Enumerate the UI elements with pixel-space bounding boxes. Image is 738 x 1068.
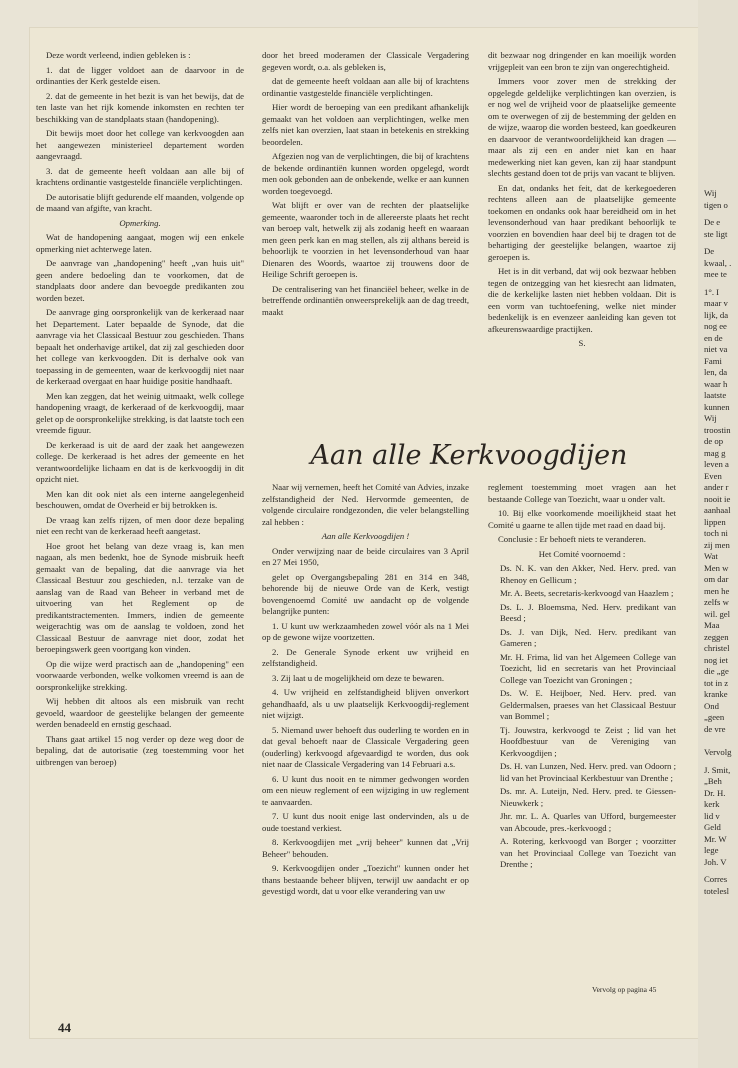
edge-line: Fami [704,355,722,366]
paragraph: 3. Zij laat u de mogelijkheid om deze te bewaren. [272,672,444,683]
edge-line: De e [704,217,721,227]
edge-line: Joh. V [704,856,727,867]
column-4 [262,482,469,987]
edge-line: nooit ie [704,493,731,504]
paragraph: Hier wordt de beroeping van een predikant afhankelijk gemaakt van het voldoen aan verplichtingen, welke men zelfs niet kan overzien, laat staan in betekenis en strekking beoordelen. [262,102,469,147]
edge-line: de vre [704,723,726,734]
edge-line: tigen o [704,199,728,210]
paragraph: dit bezwaar nog dringender en kan moeilijk worden vrijgepleit van een bron te zijn van ongerechtigheid. [488,50,676,72]
edge-line: „geen [704,712,725,722]
edge-line: nog ee [704,321,727,331]
committee-member: Mr. H. Frima, lid van het Algemeen College van Toezicht, lid en secretaris van het Provinciaal College van Toezicht van Groningen ; [500,651,676,685]
paragraph: 2. De Generale Synode erkent uw vrijheid en zelfstandigheid. [262,646,469,668]
paragraph: 4. Uw vrijheid en zelfstandigheid blijven onverkort gehandhaafd, als u uw plaatselijk Kerkvoogdij-reglement niet wijzigt. [262,687,469,720]
edge-line: kerk [704,799,720,809]
edge-line: Mr. W [704,833,727,844]
edge-line: mee te [704,269,727,279]
adjacent-page-text [704,188,738,1018]
paragraph: Onder verwijzing naar de beide circulaires van 3 April en 27 Mei 1950, [262,545,469,567]
paragraph: 2. dat de gemeente in het bezit is van het bewijs, dat de ten laste van het rijk komende inkomsten en rechten ter beschikking van de standplaats staan (handopening). [36,90,244,124]
paragraph: 1. dat de ligger voldoet aan de daarvoor in de ordinanties der Kerk gestelde eisen. [36,64,244,86]
column-1 [36,50,244,990]
edge-line: totelesl [704,885,730,896]
edge-line: lijk, da [704,309,729,320]
paragraph: dat de gemeente heeft voldaan aan alle bij of krachtens ordinantie vastgestelde financiële verplichtingen. [262,76,469,98]
edge-line: troostin [704,424,731,435]
edge-line: Ond [704,700,719,711]
edge-line: aanhaal [704,505,731,515]
paragraph: Het Comité voornoemd : [538,548,626,559]
paragraph: De centralisering van het financiëel beheer, welke in de betreffende ordinantiën onweersprekelijk aan de dag treedt, maakt [262,283,469,317]
edge-line: kwaal, . [704,257,732,268]
page-number: 44 [58,1020,71,1035]
edge-line: Maa [704,620,720,630]
paragraph: 10. Bij elke voorkomende moeilijkheid staat het Comité u gaarne te allen tijde met raad en daad bij. [488,508,676,530]
paragraph: Thans gaat artikel 15 nog verder op deze weg door de bepaling, dat de autorisatie (zeg toestemming voor het uitbrengen van beroep) [36,733,244,767]
paragraph: Afgezien nog van de verplichtingen, die bij of krachtens de bekende ordinantiën kunnen worden opgelegd, wordt men ook gebonden aan de onbekende, welke er aan kunnen worden toegevoegd. [262,151,469,196]
edge-line: nog iet [704,654,728,665]
edge-line: kunnen [704,401,730,412]
edge-line: lippen [704,516,726,527]
paragraph: Aan alle Kerkvoogdijen ! [321,531,410,541]
paragraph: De vraag kan zelfs rijzen, of men door deze bepaling niet een recht van de kerkeraad heeft aangetast. [36,514,244,536]
paragraph: Hoe groot het belang van deze vraag is, kan men nagaan, als men bedenkt, hoe de Synode misbruik heeft gemaakt van de bepaling, dat die aanvrage via het Classicaal Bestuur zou geschieden, n.l. terzake van de aanslag van de Raad van Beheer in verband met de uitvoering van het Reglement op de predikantstractementen. Immers, indien de gemeente weigerachtig was om de aanslag te voldoen, zond het Classicaal Bestuur de aanvrage niet door, zodat het beroepingswerk geen voortgang kon vinden. [36,540,244,654]
edge-line: niet va [704,344,728,354]
paragraph: reglement toestemming moet vragen aan het bestaande College van Toezicht, waar u onder valt. [488,482,676,504]
edge-line: Wij [704,413,717,423]
committee-member: Mr. A. Beets, secretaris-kerkvoogd van Haazlem ; [500,588,674,598]
committee-member: Ds. L. J. Bloemsma, Ned. Herv. predikant van Beesd ; [500,601,676,623]
paragraph: Wij hebben dit altoos als een misbruik van recht gevoeld, waardoor de geestelijke belangen der gemeente werden benadeeld en ernstig geschaad. [36,696,244,729]
paragraph: Deze wordt verleend, indien gebleken is : [46,50,191,60]
edge-line: toch ni [704,528,728,538]
edge-line: Vervolg [704,747,732,757]
paragraph: Opmerking. [119,217,161,228]
edge-line: en de [704,332,723,343]
paragraph: De aanvrage ging oorspronkelijk van de kerkeraad naar het Departement. Later bepaalde de Synode, dat die aanvrage via het Classicaal Bestuur zou geschieden. Thans bepaalt het onderhavige artikel, dat zij zal geschieden door het college van kerkvoogden. Dit is derhalve ook van toepassing in de gemeenten, waar de kerkvoogdij niet naar de kerkeraad overgaat en haar huidige positie handhaaft. [36,307,244,386]
paragraph: Het is in dit verband, dat wij ook bezwaar hebben tegen de ontzegging van het kiesrecht aan lidmaten, die de kerkelijke lasten niet hebben voldaan. Dit is een vorm van tuchtoefening, welke niet minder bedenkelijk is en evenzeer aanleiding kan geven tot afkeurenswaardige practijken. [488,266,676,334]
paragraph: Conclusie : Er behoeft niets te veranderen. [498,534,646,544]
edge-line: De [704,246,715,256]
paragraph: 9. Kerkvoogdijen onder „Toezicht" kunnen onder het thans bestaande beheer blijven, terwijl uw aandacht er op gevestigd wordt, dat u voor elke verandering van uw [262,863,469,896]
paragraph: Dit bewijs moet door het college van kerkvoogden aan het aangewezen ministerieel departement worden aangevraagd. [36,128,244,161]
column-5 [488,482,676,987]
paragraph: Immers voor zover men de strekking der opgelegde geldelijke verplichtingen kan overzien, is er nog wel de vrijheid voor de plaatselijke gemeente om te overwegen of zij de bestemming der gelden en de wijze, waarop die worden besteed, kan goedkeuren en daarvoor de verantwoordelijkheid kan dragen — maar als zij een en ander niet kan en haar medewerking niet kan geven, kan zij haar standpunt slechts gestand doen tot de prijs van vacant te blijven. [488,76,676,178]
edge-line: zeggen [704,631,729,642]
edge-line: mag g [704,447,726,458]
paragraph: Wat blijft er over van de rechten der plaatselijke gemeente, waaronder toch in de allereerste plaats het recht van beroep valt, hetwelk zij als zodanig heeft en waaraan men geen perk kan en mag stellen, als zij althans bereid is behoorlijk te voorzien in het levensonderhoud van haar Dienaren des Woords, waartoe zij trouwens door de Heilige Schrift geroepen is. [262,200,469,279]
article-heading: Aan alle Kerkvoogdijen [310,440,628,471]
paragraph: Op die wijze werd practisch aan de „handopening" een voorwaarde verbonden, welke volkomen vreemd is aan de oorspronkelijke strekking. [36,658,244,692]
edge-line: Geld [704,822,721,832]
edge-line: len, da [704,367,728,377]
edge-line: tot in z [704,677,729,688]
column-2 [262,50,469,317]
edge-line: die „ge [704,666,729,676]
edge-line: kranke [704,689,728,699]
edge-line: laatste [704,390,727,400]
committee-member: A. Rotering, kerkvoogd van Borger ; voorzitter van het Provinciaal College van Toezicht van Drenthe ; [500,836,676,869]
paragraph: 5. Niemand uwer behoeft dus ouderling te worden en in dat geval behoeft naar de Classicale Vergadering geen (ouderling) kerkvoogd afgevaardigd te worden, dus ook niet naar de Classicale Vergadering van 14 Februari a.s. [262,724,469,769]
edge-line: lid v [704,810,720,821]
edge-line: Even [704,470,722,481]
committee-member: Ds. J. van Dijk, Ned. Herv. predikant van Gameren ; [500,626,676,648]
paragraph: En dat, ondanks het feit, dat de kerkegoederen rechtens alleen aan de plaatselijke gemeente toekomen en ondanks ook haar bereidheid om in het levensonderhoud van haar predikant behoorlijk te voorzien en bovendien haar deel bij te dragen tot de behartiging der geestelijke belangen, waartoe zij geroepen is. [488,182,676,262]
edge-line: J. Smit, [704,764,731,775]
edge-line: zij men [704,539,730,550]
paragraph: 8. Kerkvoogdijen met „vrij beheer" kunnen dat „Vrij Beheer" behouden. [262,837,469,859]
edge-line: Wat [704,551,718,561]
continuation-note: Vervolg op pagina 45 [592,985,657,994]
edge-line: maar v [704,298,728,308]
paragraph: Men kan zeggen, dat het weinig uitmaakt, welk college handopening vraagt, de kerkeraad of de kerkvoogdij, maar gelet op de oorspronkelijke strekking, is dat laatste toch een vreemde figuur. [36,390,244,435]
edge-line: ste ligt [704,228,728,239]
paragraph: Naar wij vernemen, heeft het Comité van Advies, inzake zelfstandigheid der Ned. Hervormde gemeenten, de volgende circulaire rondgezonden, die veler belangstelling zal hebben : [262,482,469,527]
column-3 [488,50,676,420]
edge-line: ander r [704,482,729,492]
paragraph: gelet op Overgangsbepaling 281 en 314 en 348, behorende bij de nieuwe Orde van de Kerk, vestigt bovengenoemd Comité uw aandacht op de volgende belangrijke punten: [262,571,469,616]
paragraph: 1. U kunt uw werkzaamheden zowel vóór als na 1 Mei op de gewone wijze voortzetten. [262,620,469,642]
paragraph: Men kan dit ook niet als een interne aangelegenheid beschouwen, omdat de Overheid er bij betrokken is. [36,488,244,510]
edge-line: men he [704,585,730,596]
paragraph: door het breed moderamen der Classicale Vergadering gegeven wordt, o.a. als gebleken is, [262,50,469,72]
committee-member: Ds. H. van Lunzen, Ned. Herv. pred. van Odoorn ; lid van het Provinciaal Kerkbestuur van Drenthe ; [500,761,676,783]
edge-line: de op [704,436,724,446]
committee-member: Jhr. mr. L. A. Quarles van Ufford, burgemeester van Abcoude, pres.-kerkvoogd ; [500,811,676,833]
paragraph: De aanvrage van „handopening" heeft „van huis uit" geen andere bedoeling dan te voorkomen, dat de standplaats door andere dan bevoegde predikanten zou worden bezet. [36,258,244,303]
committee-member: Ds. N. K. van den Akker, Ned. Herv. pred. van Rhenoy en Gellicum ; [500,563,676,585]
paragraph: S. [578,338,586,348]
committee-member: Tj. Jouwstra, kerkvoogd te Zeist ; lid van het Hoofdbestuur van de Vereniging van Kerkvoogdijen ; [500,724,676,758]
paragraph: De kerkeraad is uit de aard der zaak het aangewezen college. De kerkeraad is het adres der gemeente en het verantwoordelijke lichaam en dat is de kerkvoogdij in dit opzicht niet. [36,439,244,484]
edge-line: lege [704,845,719,855]
paragraph: 3. dat de gemeente heeft voldaan aan alle bij of krachtens ordinantie vastgestelde financiële verplichtingen. [36,165,244,187]
edge-line: Dr. H. [704,787,726,798]
edge-line: Wij [704,188,717,198]
edge-line: „Beh [704,776,722,786]
paragraph: De autorisatie blijft gedurende elf maanden, volgende op de maand van afgifte, van kracht. [36,191,244,213]
edge-line: 1°. I [704,286,720,297]
committee-member: Ds. W. E. Heijboer, Ned. Herv. pred. van Geldermalsen, praeses van het Classicaal Bestuur van Bommel ; [500,688,676,721]
edge-line: Corres [704,874,728,884]
edge-line: wil. gel [704,608,731,619]
edge-line: leven a [704,459,729,469]
paragraph: 6. U kunt dus nooit en te nimmer gedwongen worden om een nieuw reglement of een wijziging in uw reglement te aanvaarden. [262,773,469,807]
edge-line: Men w [704,562,729,573]
edge-line: om dar [704,574,729,584]
paragraph: Wat de handopening aangaat, mogen wij een enkele opmerking niet achterwege laten. [36,232,244,254]
committee-member: Ds. mr. A. Luteijn, Ned. Herv. pred. te Giessen-Nieuwkerk ; [500,786,676,808]
edge-line: zelfs w [704,597,729,607]
edge-line: waar h [704,378,728,389]
edge-line: christel [704,643,730,653]
paragraph: 7. U kunt dus nooit enige last ondervinden, als u de oude toestand verkiest. [262,811,469,833]
